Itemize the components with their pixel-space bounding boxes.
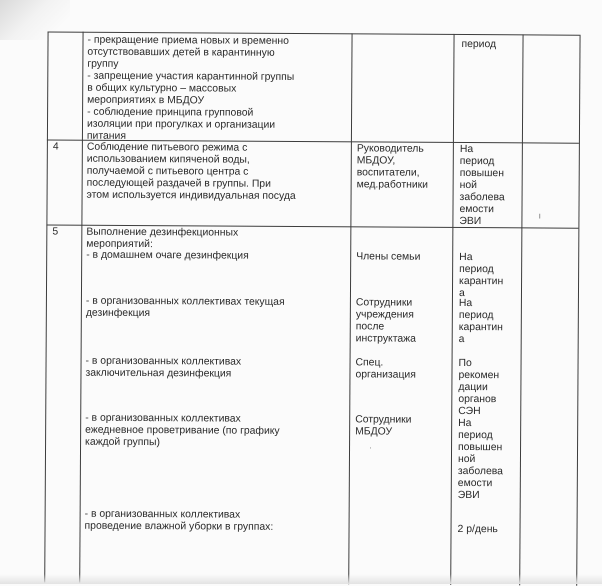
table-border-right [576, 35, 580, 586]
row-5-item-1-measure: - в домашнем очаге дезинфекция [86, 249, 249, 262]
row-4-measures-text: Соблюдение питьевого режима с использованием кипяченой воды, получаемой с питьевого центра с последующей раздачей в группы. При этом используется индивидуальная посуда [86, 141, 296, 202]
row-5-item-4-period: На период повышен ной заболева емости ЭВИ [457, 417, 504, 502]
row-5-item-4-measure: - в организованных коллективах ежедневное проветривание (по графику каждой группы) [85, 412, 280, 449]
row-3-measures-text: - прекращение приема новых и временно отсутствовавших детей в карантинную группу - запрещение участия карантинной группы в общих культурно – массовых мероприятиях в МБДОУ - соблюдение принципа групповой изоляции при прогулках и организации питания [86, 34, 295, 142]
row-5-item-1-responsible: Члены семьи [356, 251, 421, 263]
column-divider-period [450, 34, 454, 585]
row-5-heading: Выполнение дезинфекционных мероприятий: [86, 226, 239, 251]
row-5-item-5-measure: - в организованных коллективах проведение влажной уборки в группах: [84, 508, 274, 533]
row-5-item-4-responsible: Сотрудники МБДОУ [355, 414, 412, 438]
row-4-responsible: Руководитель МБДОУ, воспитатели, мед.работники [356, 143, 429, 191]
row-5-item-5-period: 2 р/день [457, 523, 498, 536]
row-5-item-1-period: На период карантин а [458, 251, 504, 300]
row-5-item-3-responsible: Спец. организация [355, 357, 416, 381]
row-5-item-2-responsible: Сотрудники учреждения после инструктажа [355, 297, 416, 345]
row-5-item-3-period: По рекомен дации органов СЭН [458, 357, 500, 418]
column-divider-responsible [348, 33, 352, 584]
scan-speck: ı [538, 210, 542, 221]
row-5-item-2-period: На период карантин а [458, 297, 503, 346]
table-border-left [44, 31, 48, 582]
row-5-item-3-measure: - в организованных коллективах заключительная дезинфекция [85, 355, 242, 380]
row-4-number: 4 [52, 141, 59, 153]
row-5-item-2-measure: - в организованных коллективах текущая дезинфекция [85, 295, 285, 320]
row-5-number: 5 [52, 226, 59, 238]
scan-bottom-shadow [0, 574, 602, 584]
column-divider-notes [519, 34, 523, 585]
row-3-period: период [461, 38, 497, 51]
column-divider-measures [79, 32, 83, 583]
row-4-period: На период повышен ной заболева емости ЭВИ [459, 143, 505, 228]
scan-speck: · [369, 442, 373, 453]
